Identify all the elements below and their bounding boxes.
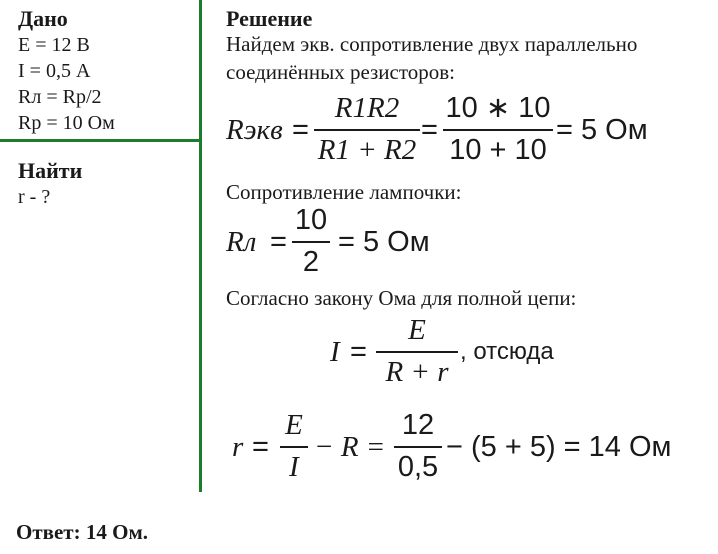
eq4-frac2-denominator: 0,5 <box>397 451 439 483</box>
eq2-equals: = <box>270 226 287 258</box>
eq3-denominator: R + r <box>385 356 449 388</box>
eq4-frac1-numerator: E <box>285 409 303 441</box>
eq3-fraction <box>376 316 458 387</box>
ohm-law-text: Согласно закону Ома для полной цепи: <box>226 286 577 310</box>
eq2-fraction <box>292 206 330 277</box>
eq3-suffix: , отсюда <box>460 338 554 365</box>
eq4-fraction-numeric <box>394 411 442 482</box>
fraction-bar <box>280 446 308 448</box>
eq4-fraction-symbolic <box>280 411 308 482</box>
eq1-frac2-denominator: 10 + 10 <box>449 134 547 166</box>
eq1-fraction-numeric <box>443 94 553 165</box>
given-emf: E = 12 В <box>18 34 90 56</box>
eq1-fraction-symbolic <box>314 94 420 165</box>
eq1-equals-2: = <box>421 114 438 146</box>
fraction-bar <box>376 351 458 353</box>
find-unknown: r - ? <box>18 186 51 208</box>
eq4-equals: = <box>252 431 269 463</box>
given-lamp-resistance: Rл = Rр/2 <box>18 86 102 108</box>
eq1-lhs: Rэкв <box>226 114 283 146</box>
eq4-result: − (5 + 5) = 14 Ом <box>446 431 672 463</box>
intro-text-line1: Найдем экв. сопротивление двух параллельно <box>226 32 638 56</box>
answer-text: Ответ: 14 Ом. <box>16 520 149 544</box>
eq4-frac2-numerator: 12 <box>401 409 435 441</box>
eq1-equals-1: = <box>292 114 309 146</box>
fraction-bar <box>443 129 553 131</box>
given-heading: Дано <box>18 6 68 31</box>
eq1-frac1-numerator: R1R2 <box>334 92 400 124</box>
eq4-middle: − R = <box>314 431 386 463</box>
intro-text-line2: соединённых резисторов: <box>226 60 456 84</box>
eq1-frac1-denominator: R1 + R2 <box>317 134 417 166</box>
eq3-numerator: E <box>408 314 426 346</box>
vertical-divider <box>199 0 202 492</box>
find-heading: Найти <box>18 158 83 183</box>
eq4-lhs: r <box>232 431 244 463</box>
eq2-denominator: 2 <box>302 246 320 278</box>
eq3-lhs: I <box>330 336 340 368</box>
given-resistor: Rр = 10 Ом <box>18 112 115 134</box>
eq2-lhs: Rл <box>226 226 257 258</box>
eq3-equals: = <box>350 336 367 368</box>
eq2-numerator: 10 <box>294 204 328 236</box>
eq1-frac2-numerator: 10 ∗ 10 <box>445 92 551 124</box>
given-current: I = 0,5 А <box>18 60 91 82</box>
lamp-text: Сопротивление лампочки: <box>226 180 462 204</box>
horizontal-divider <box>0 139 202 142</box>
eq2-result: = 5 Ом <box>338 226 430 258</box>
fraction-bar <box>314 129 420 131</box>
eq4-frac1-denominator: I <box>289 451 299 483</box>
eq1-result: = 5 Ом <box>556 114 648 146</box>
fraction-bar <box>292 241 330 243</box>
fraction-bar <box>394 446 442 448</box>
solution-heading: Решение <box>226 6 313 31</box>
